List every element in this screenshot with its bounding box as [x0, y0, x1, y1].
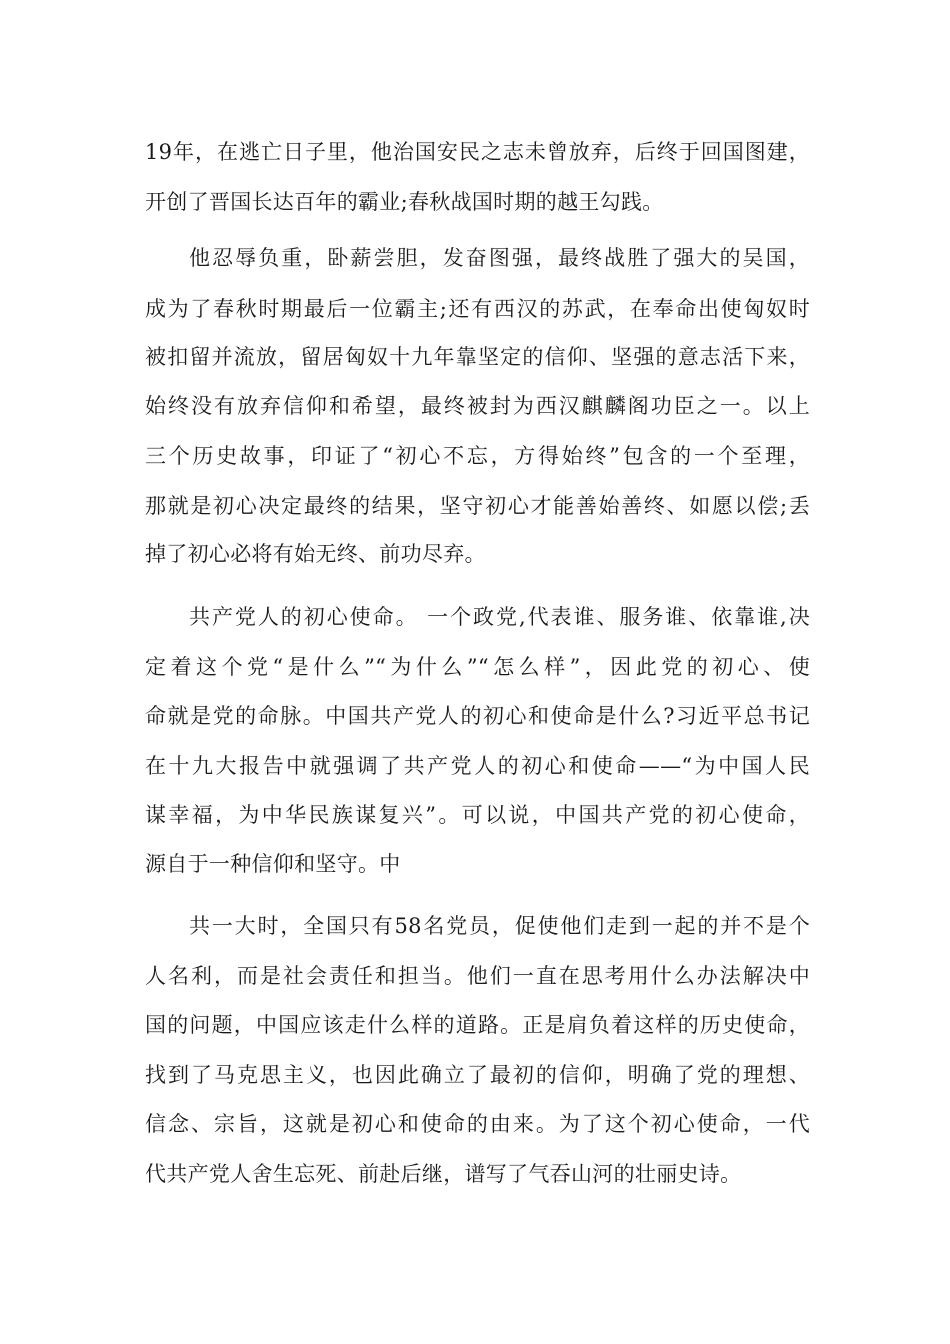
text-line: 谋幸福，为中华民族谋复兴”。可以说，中国共产党的初心使命， [145, 803, 810, 827]
text-line: 在十九大报告中就强调了共产党人的初心和使命——“为中国人民 [145, 754, 810, 778]
text-line: 三个历史故事，印证了“初心不忘，方得始终”包含的一个至理， [145, 444, 810, 468]
text-line: 他忍辱负重，卧薪尝胆，发奋图强，最终战胜了强大的吴国， [189, 246, 810, 270]
text-line: 人名利，而是社会责任和担当。他们一直在思考用什么办法解决中 [145, 964, 810, 988]
text-line: 国的问题，中国应该走什么样的道路。正是肩负着这样的历史使命， [145, 1013, 810, 1037]
text-line: 始终没有放弃信仰和希望，最终被封为西汉麒麟阁功臣之一。以上 [145, 394, 810, 418]
text-line: 那就是初心决定最终的结果，坚守初心才能善始善终、如愿以偿;丢 [145, 494, 810, 518]
text-line: 开创了晋国长达百年的霸业;春秋战国时期的越王勾践。 [145, 190, 664, 214]
text-line: 共一大时，全国只有58名党员，促使他们走到一起的并不是个 [189, 914, 810, 938]
text-line: 定着这个党“是什么”“为什么”“怎么样”，因此党的初心、使 [145, 655, 810, 679]
text-line: 命就是党的命脉。中国共产党人的初心和使命是什么?习近平总书记 [145, 704, 810, 728]
text-line: 信念、宗旨，这就是初心和使命的由来。为了这个初心使命，一代 [145, 1112, 810, 1136]
text-line: 成为了春秋时期最后一位霸主;还有西汉的苏武，在奉命出使匈奴时 [145, 297, 810, 321]
text-line: 共产党人的初心使命。 一个政党,代表谁、服务谁、依靠谁,决 [189, 605, 810, 629]
text-line: 被扣留并流放，留居匈奴十九年靠坚定的信仰、坚强的意志活下来， [145, 345, 810, 369]
text-line: 19年，在逃亡日子里，他治国安民之志未曾放弃，后终于回国图建， [145, 140, 810, 164]
text-line: 找到了马克思主义，也因此确立了最初的信仰，明确了党的理想、 [145, 1063, 810, 1087]
text-line: 代共产党人舍生忘死、前赴后继，谱写了气吞山河的壮丽史诗。 [145, 1162, 742, 1186]
text-line: 源自于一种信仰和坚守。中 [145, 852, 401, 876]
text-line: 掉了初心必将有始无终、前功尽弃。 [145, 542, 486, 566]
